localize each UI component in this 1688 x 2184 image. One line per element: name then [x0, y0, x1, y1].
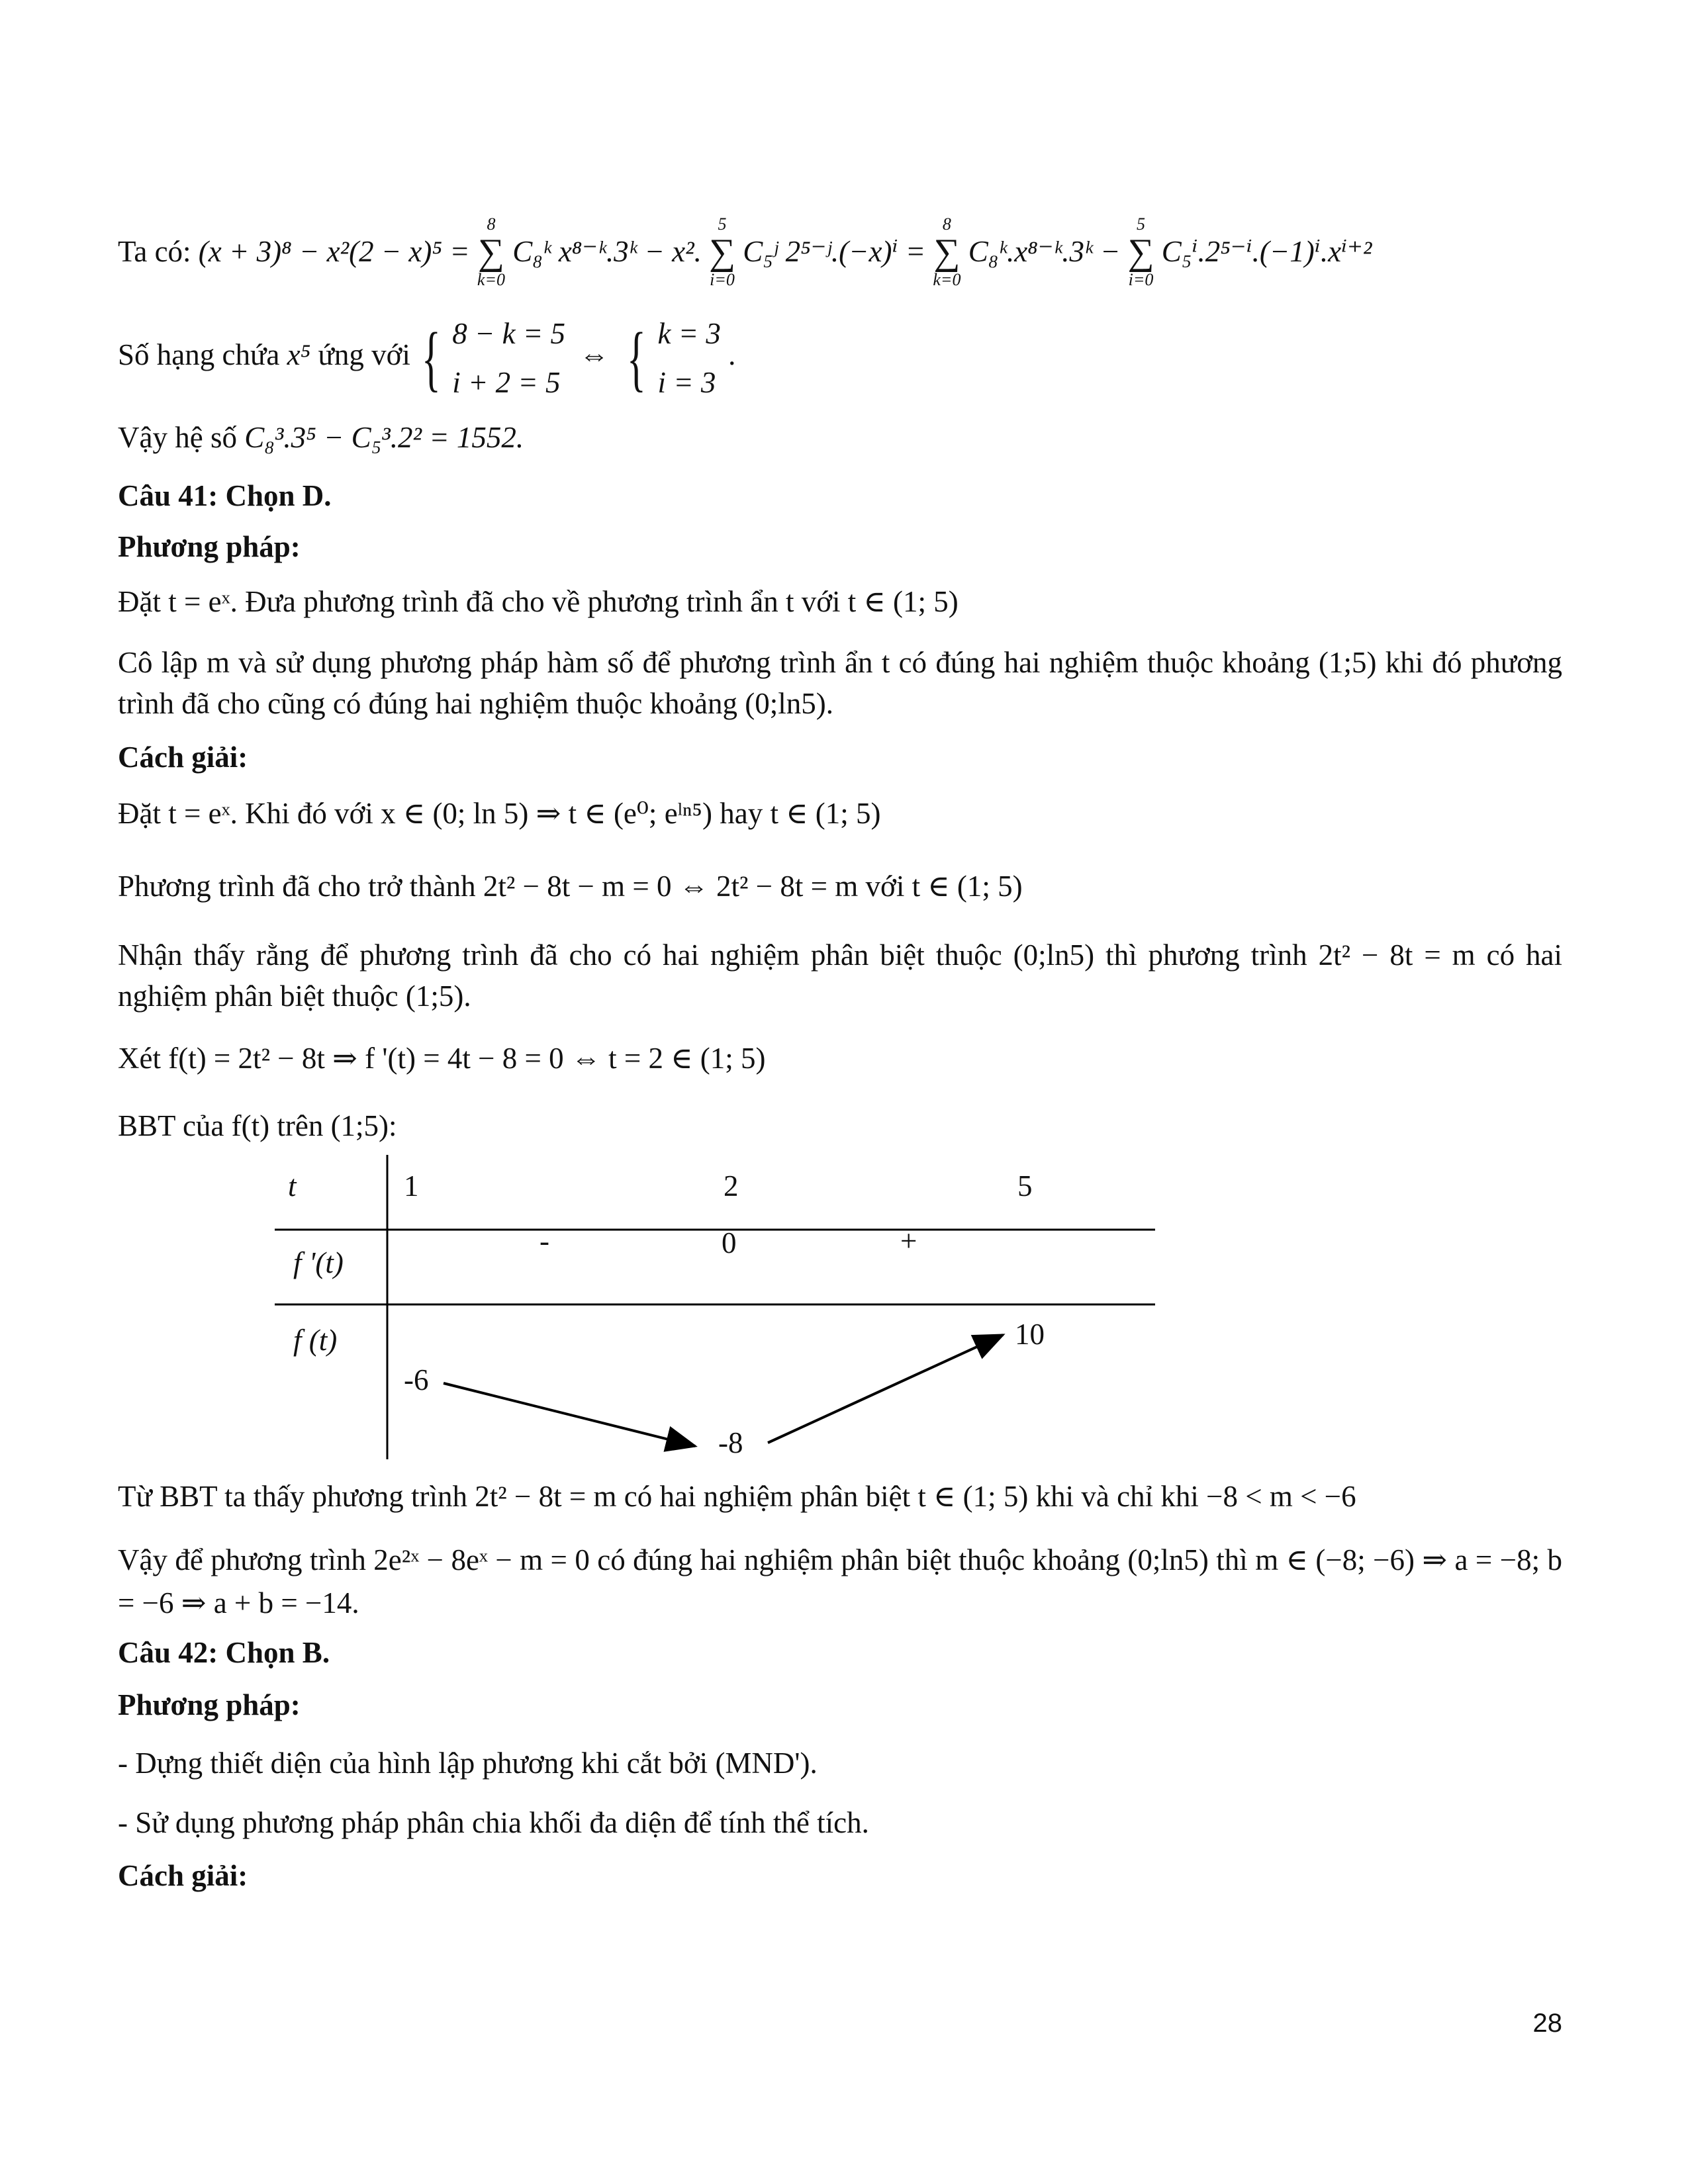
solution-text: Từ BBT ta thấy phương trình 2t² − 8t = m có hai nghiệm phân biệt t ∈ (1; 5) khi và chỉ khi −8 < m < −6 [118, 1480, 1356, 1513]
sum-sign: 8 ∑ k=0 [933, 214, 961, 289]
page-number: 28 [1532, 2009, 1562, 2038]
row-label-t: t [288, 1169, 297, 1203]
expansion-lhs: (x + 3)⁸ − x²(2 − x)⁵ = [198, 235, 477, 268]
solution-heading: Cách giải: [118, 1859, 248, 1892]
f-value: 10 [1015, 1318, 1045, 1351]
solution-text: Phương trình đã cho trở thành 2t² − 8t − m = 0 ⇔ 2t² − 8t = m với t ∈ (1; 5) [118, 870, 1023, 903]
method-text: Đặt t = eˣ. Đưa phương trình đã cho về phương trình ẩn t với t ∈ (1; 5) [118, 585, 959, 618]
decrease-arrow [444, 1383, 695, 1446]
t-value: 5 [1017, 1169, 1033, 1203]
left-brace: { [422, 317, 442, 398]
t-value: 1 [404, 1169, 419, 1203]
sign-minus: - [539, 1224, 549, 1257]
solution-text: Xét f(t) = 2t² − 8t ⇒ f '(t) = 4t − 8 = 0 ⇔ t = 2 ∈ (1; 5) [118, 1042, 766, 1075]
sum-sign: 8 ∑ k=0 [477, 214, 505, 289]
condition-line: Số hạng chứa x⁵ ứng với { 8 − k = 5 i + 2 = 5 ⇔ { k = 3 i = 3 . [118, 306, 1562, 404]
method-heading: Phương pháp: [118, 530, 301, 563]
left-brace: { [627, 317, 647, 398]
method-text: Cô lập m và sử dụng phương pháp hàm số để phương trình ẩn t có đúng hai nghiệm thuộc khoảng (1;5) khi đó phương trình đã cho cũng có đúng hai nghiệm thuộc khoảng (0;ln5). [118, 646, 1562, 720]
table-lines [275, 1155, 1155, 1473]
system-2: k = 3 i = 3 [657, 316, 721, 399]
system-1: 8 − k = 5 i + 2 = 5 [452, 316, 565, 399]
f-value: -8 [718, 1426, 743, 1459]
row-label-f: f (t) [293, 1324, 338, 1357]
row-label-fprime: f '(t) [293, 1246, 344, 1279]
increase-arrow [768, 1335, 1003, 1443]
question-41-heading: Câu 41: Chọn D. [118, 479, 332, 512]
solution-text: Vậy để phương trình 2e²ˣ − 8eˣ − m = 0 có đúng hai nghiệm phân biệt thuộc khoảng (0;ln5) thì m ∈ (−8; −6) ⇒ a = −8; b = −6 ⇒ a + b = −14. [118, 1543, 1562, 1619]
method-text: - Dựng thiết diện của hình lập phương khi cắt bởi (MND'). [118, 1747, 818, 1780]
sum-sign: 5 ∑ i=0 [709, 214, 736, 289]
sign-plus: + [900, 1224, 917, 1257]
method-heading: Phương pháp: [118, 1688, 301, 1721]
solution-text: Nhận thấy rằng để phương trình đã cho có hai nghiệm phân biệt thuộc (0;ln5) thì phương trình 2t² − 8t = m có hai nghiệm phân biệt thuộc (1;5). [118, 938, 1562, 1013]
sum-sign: 5 ∑ i=0 [1127, 214, 1154, 289]
sign-zero: 0 [722, 1226, 737, 1259]
variation-table [275, 1155, 1155, 1473]
t-value: 2 [724, 1169, 739, 1203]
question-42-heading: Câu 42: Chọn B. [118, 1636, 330, 1669]
solution-text: Đặt t = eˣ. Khi đó với x ∈ (0; ln 5) ⇒ t ∈ (e⁰; eˡⁿ⁵) hay t ∈ (1; 5) [118, 797, 881, 830]
solution-text: BBT của f(t) trên (1;5): [118, 1109, 397, 1142]
coefficient-line: Vậy hệ số C₈³.3⁵ − C₅³.2² = 1552. [118, 421, 524, 454]
expansion-line: Ta có: (x + 3)⁸ − x²(2 − x)⁵ = 8 ∑ k=0 C₈ᵏ x⁸⁻ᵏ.3ᵏ − x². 5 ∑ i=0 C₅ʲ 2⁵⁻ʲ.(−x)ⁱ = 8 ∑ k=0 C₈ᵏ.x⁸⁻ᵏ.3ᵏ − 5 ∑ i=0 C₅ⁱ.2⁵⁻ⁱ.(−1)ⁱ.xⁱ⁺² [118, 214, 1372, 289]
f-value: -6 [404, 1363, 429, 1396]
solution-heading: Cách giải: [118, 741, 248, 774]
method-text: - Sử dụng phương pháp phân chia khối đa diện để tính thể tích. [118, 1806, 869, 1839]
